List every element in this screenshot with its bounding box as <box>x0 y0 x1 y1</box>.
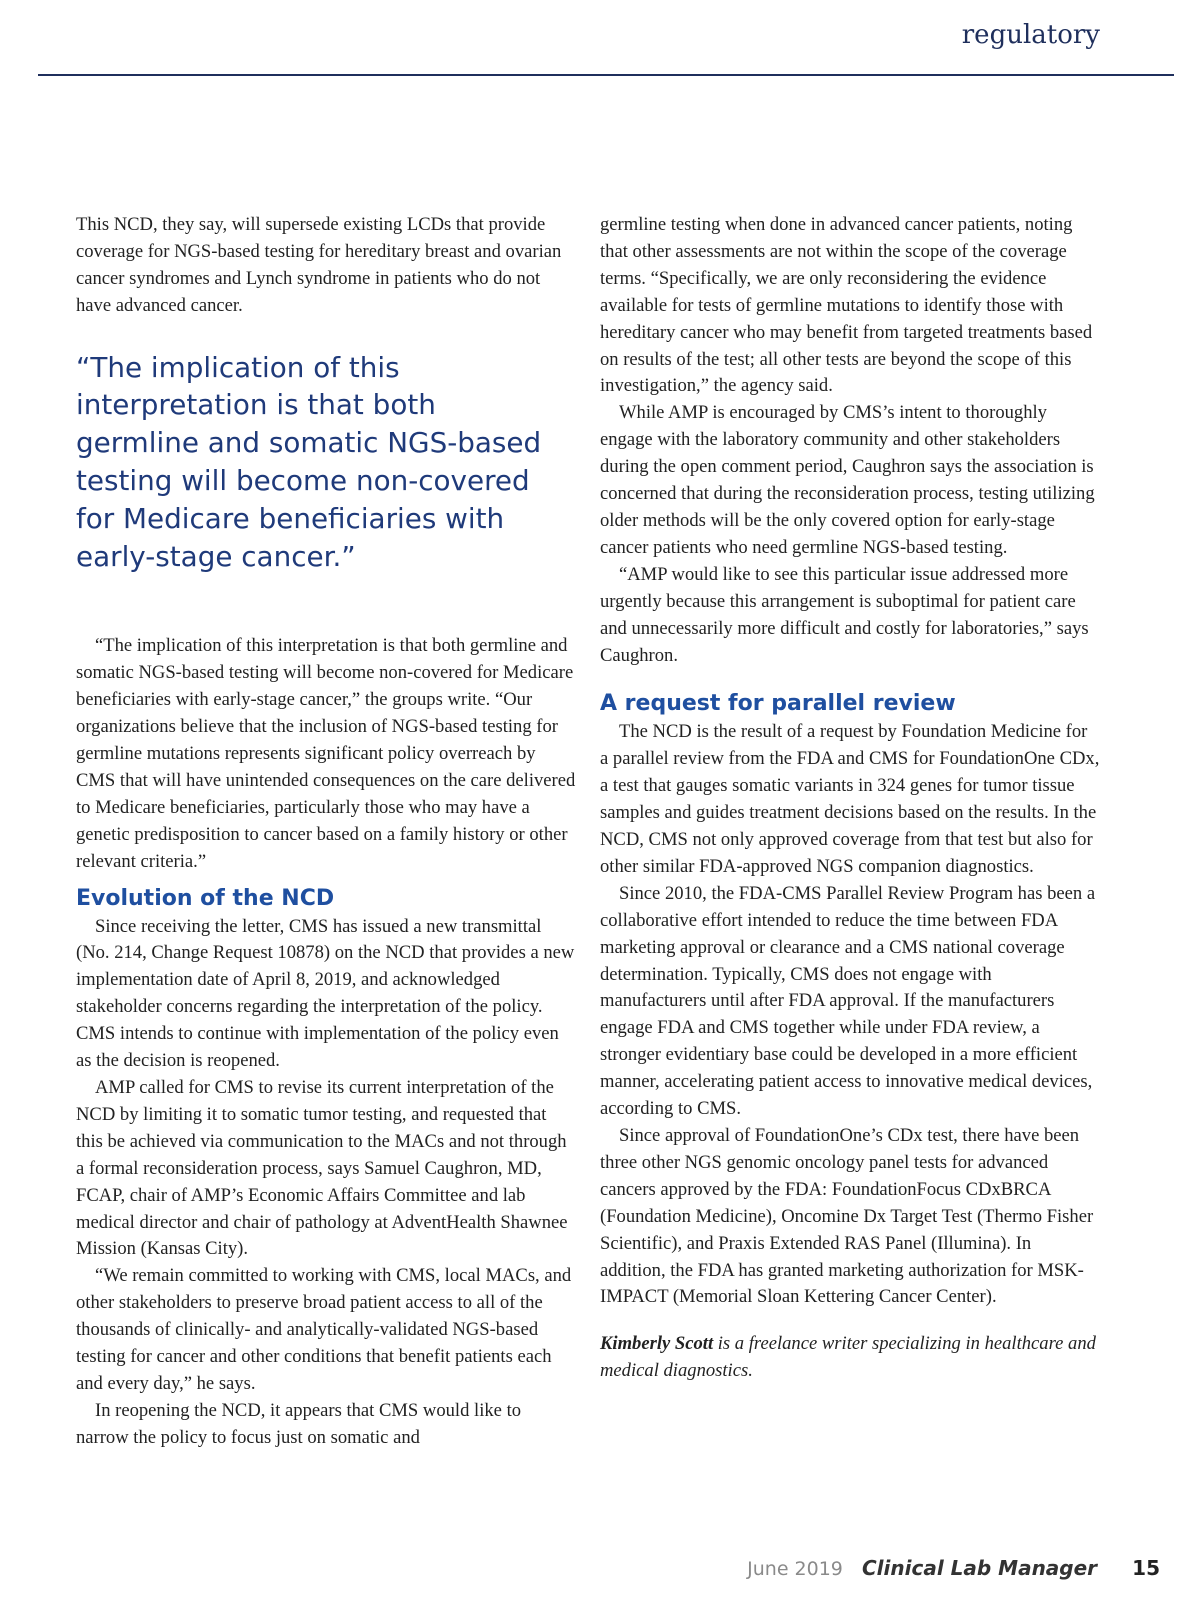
section-heading-evolution: Evolution of the NCD <box>76 885 335 911</box>
left-column <box>76 212 576 1452</box>
body-paragraph: In reopening the NCD, it appears that CMS would like to narrow the policy to focus just on somatic and <box>76 1399 522 1448</box>
body-paragraph: “We remain committed to working with CMS, local MACs, and other stakeholders to preserve broad patient access to all of the thousands of clinically- and analytically-validated NGS-based testing for cancer and other conditions that benefit patients each and every day,” he says. <box>76 1265 572 1394</box>
issue-date: June 2019 <box>747 1558 843 1580</box>
author-bio-text: is a freelance writer specializing in healthcare and medical diagnostics. <box>600 1333 1096 1382</box>
page-footer <box>747 1556 1160 1580</box>
magazine-title: Clinical Lab Manager <box>862 1556 1098 1580</box>
intro-paragraph: This NCD, they say, will supersede existing LCDs that provide coverage for NGS-based testing for hereditary breast and ovarian cancer syndromes and Lynch syndrome in patients who do not have advanced cancer. <box>76 214 562 316</box>
right-column <box>600 212 1100 1385</box>
section-tag: regulatory <box>961 20 1100 50</box>
section-heading-parallel-review: A request for parallel review <box>600 691 956 717</box>
author-bio <box>600 1331 1100 1385</box>
header-rule <box>38 74 1174 76</box>
body-paragraph: While AMP is encouraged by CMS’s intent to thoroughly engage with the laboratory community and other stakeholders during the open comment period, Caughron says the association is concerned that during the reconsideration process, testing utilizing older methods will be the only covered option for early-stage cancer patients who need germline NGS-based testing. <box>600 402 1095 558</box>
author-name: Kimberly Scott <box>600 1333 714 1355</box>
page-number: 15 <box>1132 1556 1160 1580</box>
body-paragraph: AMP called for CMS to revise its current interpretation of the NCD by limiting it to somatic tumor testing, and requested that this be achieved via communication to the MACs and not through a formal reconsideration process, says Samuel Caughron, MD, FCAP, chair of AMP’s Economic Affairs Committee and lab medical director and chair of pathology at AdventHealth Shawnee Mission (Kansas City). <box>76 1077 568 1260</box>
body-paragraph: Since 2010, the FDA-CMS Parallel Review Program has been a collaborative effort intended to reduce the time between FDA marketing approval or clearance and a CMS national coverage determination. Typically, CMS does not engage with manufacturers until after FDA approval. If the manufacturers engage FDA and CMS together while under FDA review, a stronger evidentiary base could be developed in a more efficient manner, accelerating patient access to innovative medical devices, according to CMS. <box>600 882 1096 1120</box>
body-paragraph: “AMP would like to see this particular issue addressed more urgently because this arrangement is suboptimal for patient care and unnecessarily more difficult and costly for laboratories,” says Caughron. <box>600 563 1089 666</box>
body-paragraph: Since receiving the letter, CMS has issued a new transmittal (No. 214, Change Request 10878) on the NCD that provides a new implementation date of April 8, 2019, and acknowledged stakeholder concerns regarding the interpretation of the policy. CMS intends to continue with implementation of the policy even as the decision is reopened. <box>76 915 575 1072</box>
body-paragraph: Since approval of FoundationOne’s CDx test, there have been three other NGS genomic oncology panel tests for advanced cancers approved by the FDA: FoundationFocus CDxBRCA (Foundation Medicine), Oncomine Dx Target Test (Thermo Fisher Scientific), and Praxis Extended RAS Panel (Illumina). In addition, the FDA has granted marketing authorization for MSK-IMPACT (Memorial Sloan Kettering Cancer Center). <box>600 1125 1094 1308</box>
continued-paragraph: germline testing when done in advanced cancer patients, noting that other assessments are not within the scope of the coverage terms. “Specifically, we are only reconsidering the evidence available for tests of germline mutations to identify those with hereditary cancer who may benefit from targeted treatments based on results of the test; all other tests are beyond the scope of this investigation,” the agency said. <box>600 214 1093 397</box>
pull-quote: “The implication of this interpretation is that both germline and somatic NGS-based testing will become non-covered for Medicare beneficiaries with early-stage cancer.” <box>76 350 542 573</box>
body-paragraph: The NCD is the result of a request by Foundation Medicine for a parallel review from the FDA and CMS for FoundationOne CDx, a test that gauges somatic variants in 324 genes for tumor tissue samples and guides treatment decisions based on the results. In the NCD, CMS not only approved coverage from that test but also for other similar FDA-approved NGS companion diagnostics. <box>600 721 1100 877</box>
quote-paragraph: “The implication of this interpretation is that both germline and somatic NGS-based testing will become non-covered for Medicare beneficiaries with early-stage cancer,” the groups write. “Our organizations believe that the inclusion of NGS-based testing for germline mutations represents significant policy overreach by CMS that will have unintended consequences on the care delivered to Medicare beneficiaries, particularly those who may have a genetic predisposition to cancer based on a family history or other relevant criteria.” <box>76 635 576 872</box>
